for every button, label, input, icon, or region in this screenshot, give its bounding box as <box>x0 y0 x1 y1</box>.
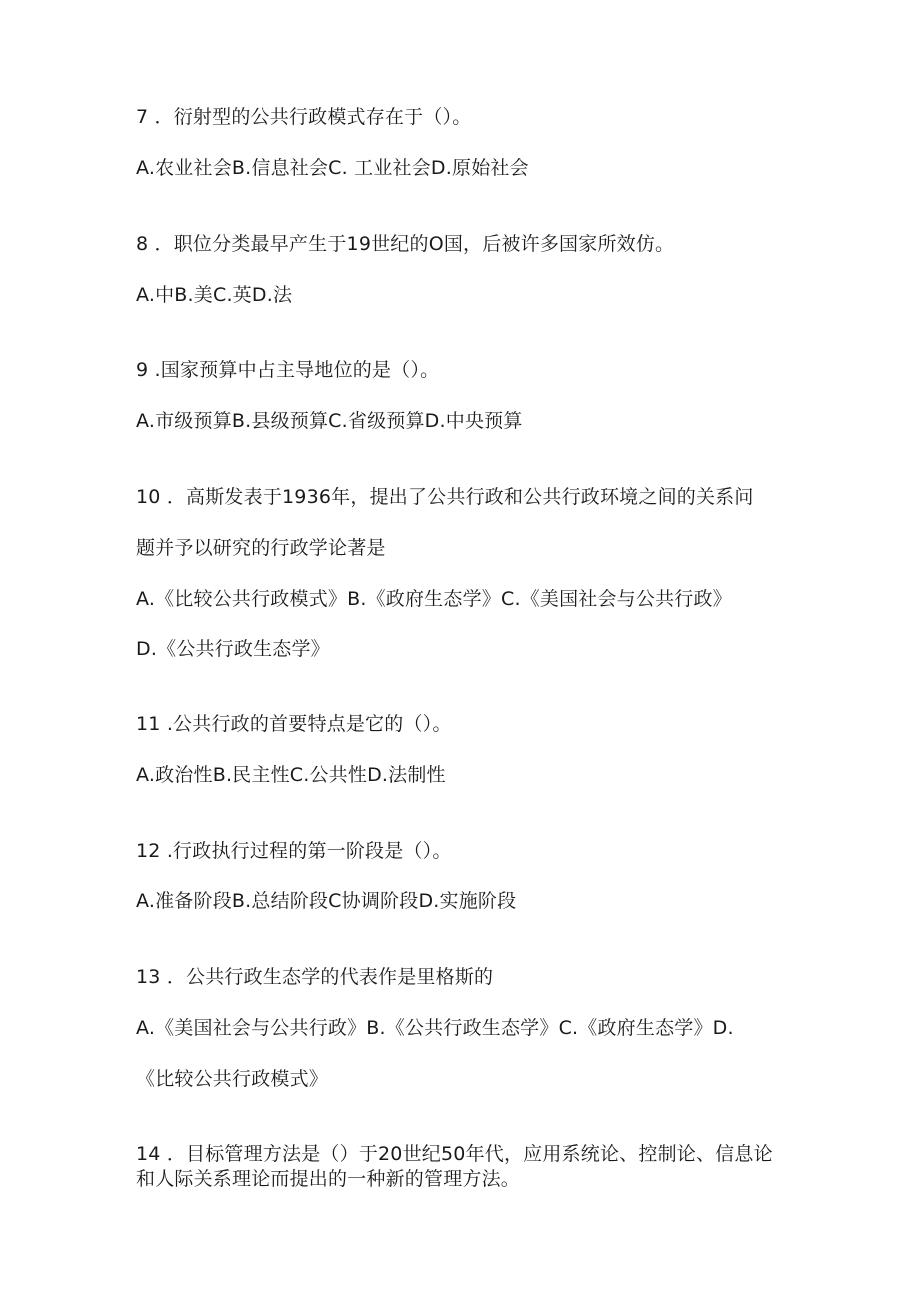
question-7: 7 ．衍射型的公共行政模式存在于（）。 <box>136 106 472 128</box>
question-11: 11 .公共行政的首要特点是它的（）。 <box>136 713 452 735</box>
options-10-continued: D.《公共行政生态学》 <box>136 638 330 660</box>
question-12: 12 .行政执行过程的第一阶段是（）。 <box>136 840 452 862</box>
options-10: A.《比较公共行政模式》B.《政府生态学》C.《美国社会与公共行政》 <box>136 588 732 610</box>
question-14: 14 ．目标管理方法是（）于20世纪50年代，应用系统论、控制论、信息论 <box>136 1143 773 1165</box>
question-8: 8 ．职位分类最早产生于19世纪的O国，后被许多国家所效仿。 <box>136 233 675 255</box>
options-8: A.中B.美C.英D.法 <box>136 284 293 306</box>
options-12: A.准备阶段B.总结阶段C协调阶段D.实施阶段 <box>136 890 517 912</box>
options-13: A.《美国社会与公共行政》B.《公共行政生态学》C.《政府生态学》D. <box>136 1017 734 1039</box>
options-11: A.政治性B.民主性C.公共性D.法制性 <box>136 764 446 786</box>
question-13: 13 ．公共行政生态学的代表作是里格斯的 <box>136 966 494 988</box>
question-10: 10 ．高斯发表于1936年，提出了公共行政和公共行政环境之间的关系问 <box>136 486 754 508</box>
question-9: 9 .国家预算中占主导地位的是（）。 <box>136 359 440 381</box>
question-10-continued: 题并予以研究的行政学论著是 <box>136 537 386 559</box>
options-7: A.农业社会B.信息社会C. 工业社会D.原始社会 <box>136 157 529 179</box>
options-9: A.市级预算B.县级预算C.省级预算D.中央预算 <box>136 410 523 432</box>
options-13-continued: 《比较公共行政模式》 <box>136 1068 329 1090</box>
question-14-continued: 和人际关系理论而提出的一种新的管理方法。 <box>136 1168 521 1190</box>
